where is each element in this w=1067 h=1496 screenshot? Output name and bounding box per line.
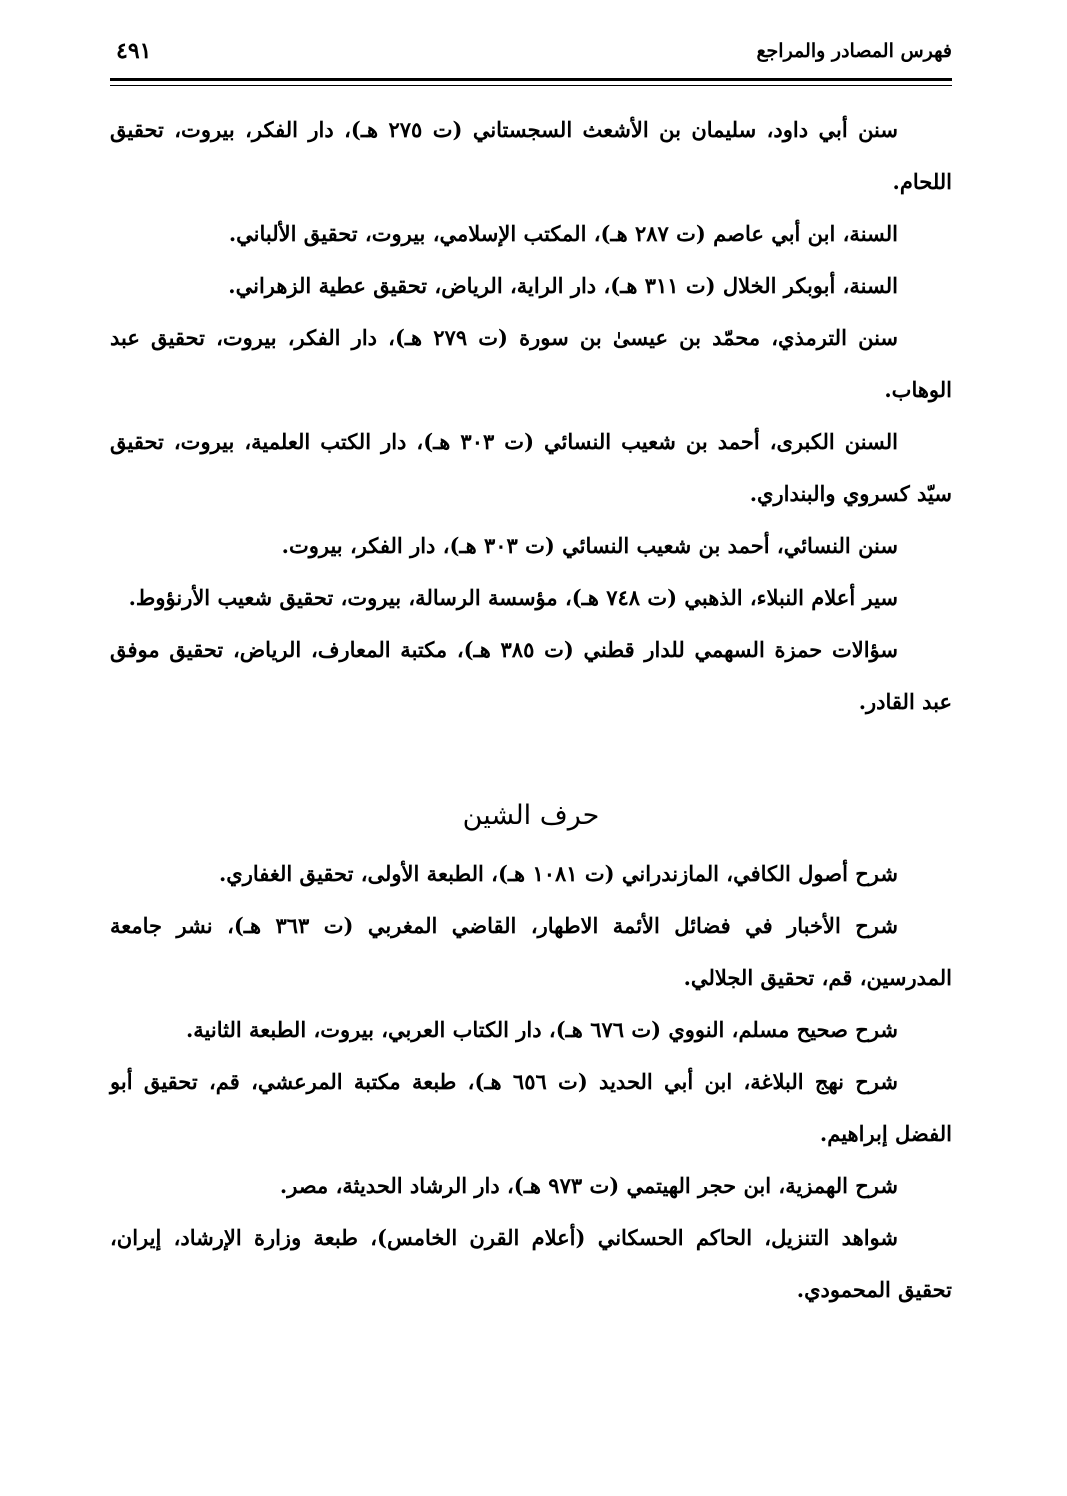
header-rule-thick [110, 78, 952, 81]
bibliography-entry: شرح صحيح مسلم، النووي (ت ٦٧٦ هـ)، دار الكتاب العربي، بيروت، الطبعة الثانية. [185, 1017, 898, 1042]
page-number: ٤٩١ [116, 38, 152, 64]
bibliography-entry: شرح أصول الكافي، المازندراني (ت ١٠٨١ هـ)، الطبعة الأولى، تحقيق الغفاري. [218, 861, 898, 886]
bibliography-entry: سنن النسائي، أحمد بن شعيب النسائي (ت ٣٠٣ هـ)، دار الفكر، بيروت. [281, 533, 898, 558]
bibliography-entry: السنة، أبوبكر الخلال (ت ٣١١ هـ)، دار الراية، الرياض، تحقيق عطية الزهراني. [228, 273, 898, 298]
bibliography-entry: سؤالات حمزة السهمي للدار قطني (ت ٣٨٥ هـ)، مكتبة المعارف، الرياض، تحقيق موفق عبد القادر. [110, 637, 952, 714]
header-rule-thin [110, 85, 952, 86]
bibliography-entry: شواهد التنزيل، الحاكم الحسكاني (أعلام القرن الخامس)، طبعة وزارة الإرشاد، إيران، تحقيق المحمودي. [110, 1225, 952, 1302]
bibliography-body [110, 104, 952, 1316]
bibliography-entry: سنن الترمذي، محمّد بن عيسىٰ بن سورة (ت ٢٧٩ هـ)، دار الفكر، بيروت، تحقيق عبد الوهاب. [110, 325, 952, 402]
bibliography-entry: سير أعلام النبلاء، الذهبي (ت ٧٤٨ هـ)، مؤسسة الرسالة، بيروت، تحقيق شعيب الأرنؤوط. [128, 585, 898, 610]
bibliography-entry: شرح الأخبار في فضائل الأئمة الاطهار، القاضي المغربي (ت ٣٦٣ هـ)، نشر جامعة المدرسين، قم، تحقيق الجلالي. [110, 913, 952, 990]
bibliography-entry: السنن الكبرى، أحمد بن شعيب النسائي (ت ٣٠٣ هـ)، دار الكتب العلمية، بيروت، تحقيق سيّد كسروي والبنداري. [110, 429, 952, 506]
bibliography-entry: سنن أبي داود، سليمان بن الأشعث السجستاني (ت ٢٧٥ هـ)، دار الفكر، بيروت، تحقيق اللحام. [110, 117, 952, 194]
bibliography-entry: شرح نهج البلاغة، ابن أبي الحديد (ت ٦٥٦ هـ)، طبعة مكتبة المرعشي، قم، تحقيق أبو الفضل إبراهيم. [110, 1069, 952, 1146]
bibliography-entry: السنة، ابن أبي عاصم (ت ٢٨٧ هـ)، المكتب الإسلامي، بيروت، تحقيق الألباني. [228, 221, 898, 246]
running-title: فهرس المصادر والمراجع [756, 40, 952, 62]
page-header [110, 38, 952, 74]
section-heading: حرف الشين [462, 800, 600, 831]
bibliography-entry: شرح الهمزية، ابن حجر الهيتمي (ت ٩٧٣ هـ)، دار الرشاد الحديثة، مصر. [279, 1173, 898, 1198]
